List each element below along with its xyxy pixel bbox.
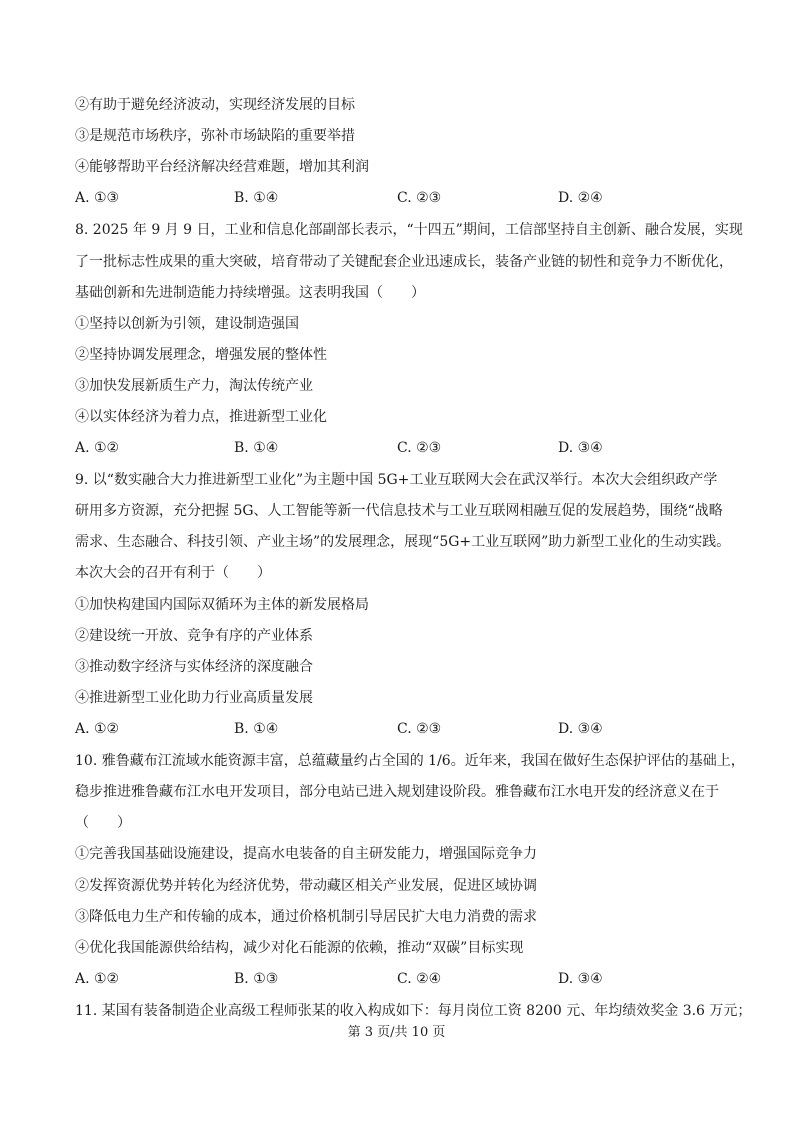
page-number-footer: 第 3 页/共 10 页 <box>347 1025 446 1040</box>
q8-option-b[interactable]: B. ①④ <box>234 440 279 456</box>
q10-option-d[interactable]: D. ③④ <box>558 971 603 987</box>
q7-option-d[interactable]: D. ②④ <box>558 190 603 206</box>
q10-stem-line-3: （ ） <box>75 815 131 831</box>
q10-item-3: ③降低电力生产和传输的成本，通过价格机制引导居民扩大电力消费的需求 <box>75 909 537 925</box>
q10-stem-line-1: 10. 雅鲁藏布江流域水能资源丰富，总蕴藏量约占全国的 1/6。近年来，我国在做好生态保护评估的基础上， <box>75 753 745 769</box>
q11-stem-line-1: 11. 某国有装备制造企业高级工程师张某的收入构成如下：每月岗位工资 8200 元、年均绩效奖金 3.6 万元； <box>75 1003 752 1019</box>
q9-option-c[interactable]: C. ②③ <box>397 721 442 737</box>
q8-stem-line-3: 基础创新和先进制造能力持续增强。这表明我国（ ） <box>75 285 425 301</box>
q10-item-2: ②发挥资源优势并转化为经济优势，带动藏区相关产业发展，促进区域协调 <box>75 878 537 894</box>
q9-item-3: ③推动数字经济与实体经济的深度融合 <box>75 659 313 675</box>
q10-option-b[interactable]: B. ①③ <box>234 971 279 987</box>
q9-option-d[interactable]: D. ③④ <box>558 721 603 737</box>
q8-option-c[interactable]: C. ②③ <box>397 440 442 456</box>
q10-option-a[interactable]: A. ①② <box>75 971 120 987</box>
q8-item-2: ②坚持协调发展理念，增强发展的整体性 <box>75 347 327 363</box>
q8-option-d[interactable]: D. ③④ <box>558 440 603 456</box>
q10-item-4: ④优化我国能源供给结构，减少对化石能源的依赖，推动“双碳”目标实现 <box>75 940 524 956</box>
q8-option-a[interactable]: A. ①② <box>75 440 120 456</box>
q10-option-c[interactable]: C. ②④ <box>397 971 442 987</box>
q9-stem-line-2: 研用多方资源，充分把握 5G、人工智能等新一代信息技术与工业互联网相融互促的发展趋势，围绕“战略 <box>75 503 723 519</box>
q7-item-3: ③是规范市场秩序，弥补市场缺陷的重要举措 <box>75 128 355 144</box>
q7-option-a[interactable]: A. ①③ <box>75 190 120 206</box>
q8-item-3: ③加快发展新质生产力，淘汰传统产业 <box>75 378 313 394</box>
q8-stem-line-2: 了一批标志性成果的重大突破，培育带动了关键配套企业迅速成长，装备产业链的韧性和竞争力不断优化， <box>75 254 733 270</box>
q9-item-2: ②建设统一开放、竞争有序的产业体系 <box>75 628 313 644</box>
q9-stem-line-4: 本次大会的召开有利于（ ） <box>75 565 271 581</box>
q9-stem-line-1: 9. 以“数实融合大力推进新型工业化”为主题中国 5G+工业互联网大会在武汉举行。本次大会组织政产学 <box>75 472 718 488</box>
q8-item-1: ①坚持以创新为引领，建设制造强国 <box>75 316 299 332</box>
q8-item-4: ④以实体经济为着力点，推进新型工业化 <box>75 409 327 425</box>
q9-item-4: ④推进新型工业化助力行业高质量发展 <box>75 690 313 706</box>
q7-option-b[interactable]: B. ①④ <box>234 190 279 206</box>
q8-stem-line-1: 8. 2025 年 9 月 9 日，工业和信息化部副部长表示，“十四五”期间，工信部坚持自主创新、融合发展，实现 <box>75 222 743 238</box>
q9-stem-line-3: 需求、生态融合、科技引领、产业主场”的发展理念，展现“5G+工业互联网”助力新型工业化的生动实践。 <box>75 534 731 550</box>
q9-option-b[interactable]: B. ①④ <box>234 721 279 737</box>
q9-item-1: ①加快构建国内国际双循环为主体的新发展格局 <box>75 597 369 613</box>
q9-option-a[interactable]: A. ①② <box>75 721 120 737</box>
q10-stem-line-2: 稳步推进雅鲁藏布江水电开发项目，部分电站已进入规划建设阶段。雅鲁藏布江水电开发的经济意义在于 <box>75 784 719 800</box>
q7-option-c[interactable]: C. ②③ <box>397 190 442 206</box>
q10-item-1: ①完善我国基础设施建设，提高水电装备的自主研发能力，增强国际竞争力 <box>75 846 537 862</box>
q7-item-4: ④能够帮助平台经济解决经营难题，增加其利润 <box>75 159 369 175</box>
q7-item-2: ②有助于避免经济波动，实现经济发展的目标 <box>75 97 355 113</box>
